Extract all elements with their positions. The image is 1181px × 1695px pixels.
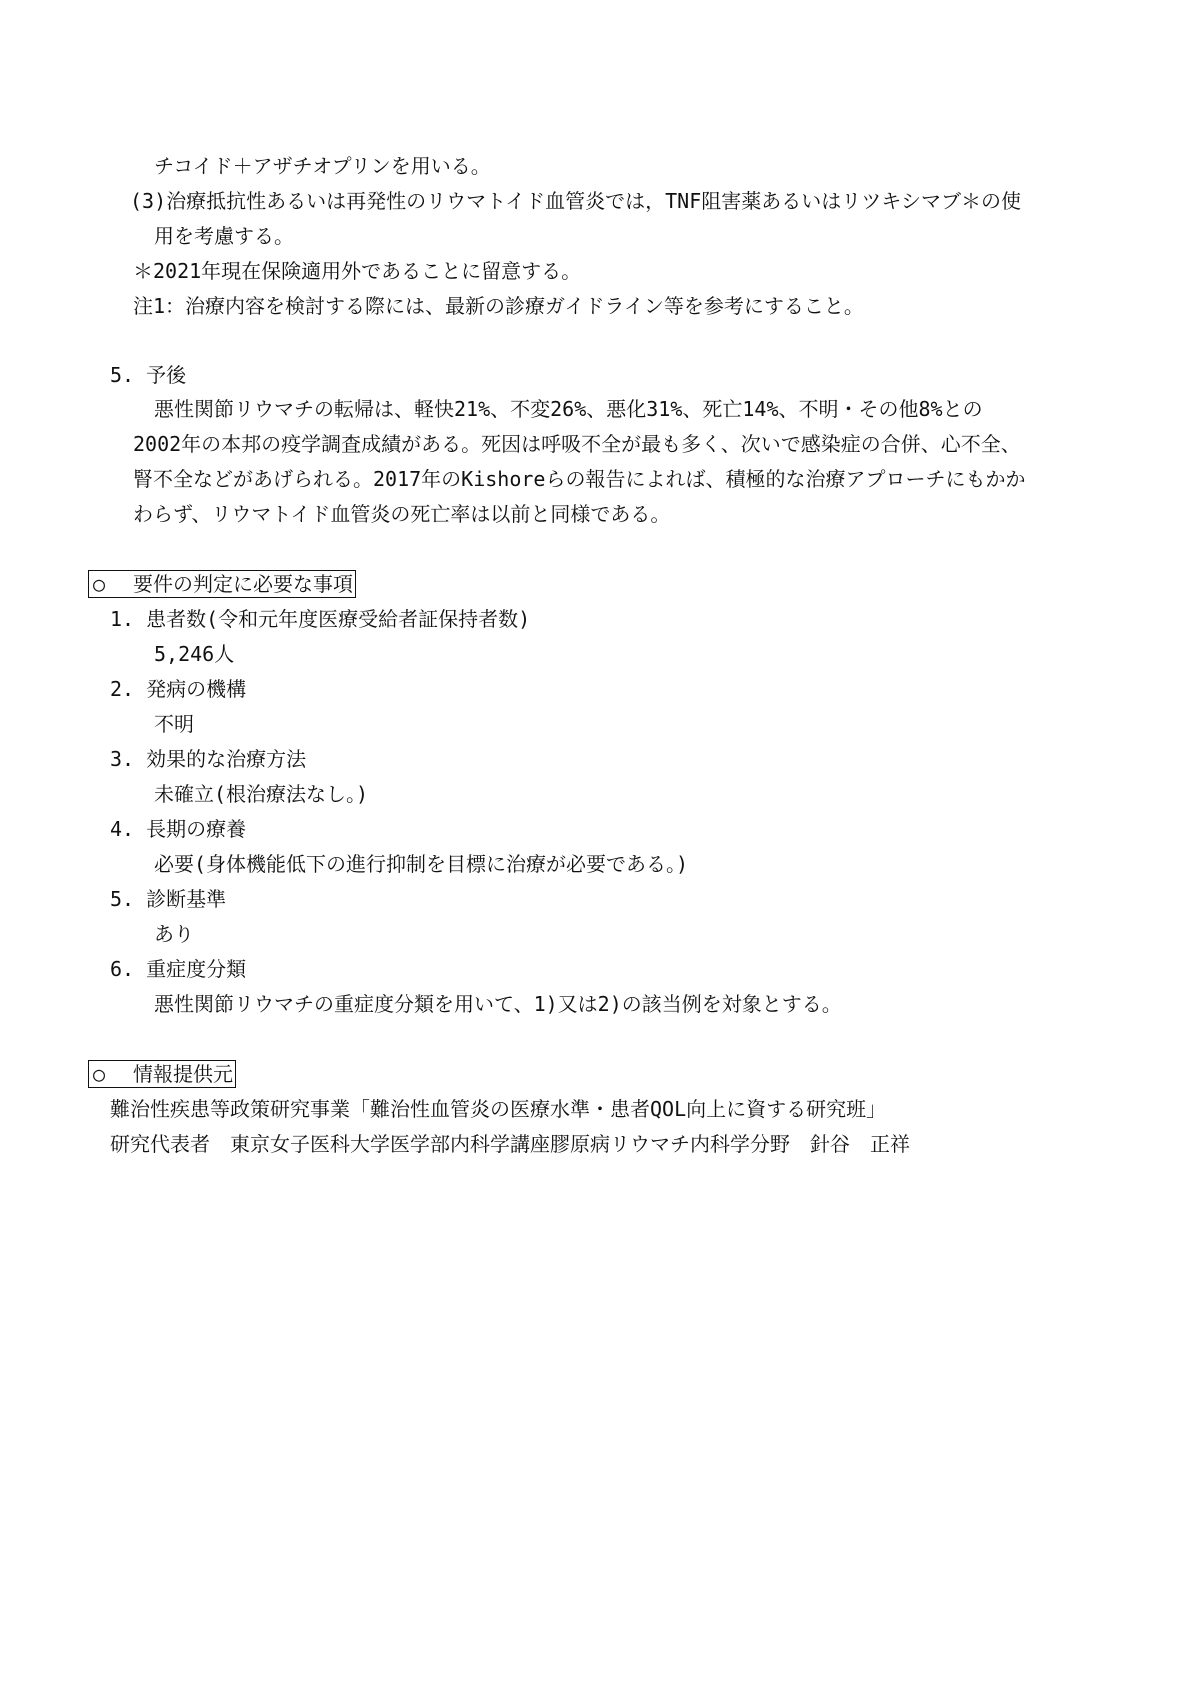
prognosis-paragraph-line: わらず、リウマトイド血管炎の死亡率は以前と同様である。 xyxy=(133,502,671,526)
source-heading: 情報提供元 xyxy=(133,1062,234,1086)
requirement-value: 悪性関節リウマチの重症度分類を用いて、1)又は2)の該当例を対象とする。 xyxy=(154,992,842,1016)
requirement-value: あり xyxy=(154,922,194,946)
treatment-continued-line: チコイド＋アザチオプリンを用いる。 xyxy=(154,154,491,178)
note-1: 注1：治療内容を検討する際には、最新の診療ガイドライン等を参考にすること。 xyxy=(133,294,864,318)
asterisk-note: ＊2021年現在保険適用外であることに留意する。 xyxy=(133,259,582,283)
prognosis-paragraph-line: 2002年の本邦の疫学調査成績がある。死因は呼吸不全が最も多く、次いで感染症の合併、心不全、 xyxy=(133,432,1021,456)
prognosis-heading: 5. 予後 xyxy=(110,363,187,387)
treatment-item-3-line1: (3)治療抵抗性あるいは再発性のリウマトイド血管炎では，TNF阻害薬あるいはリツキシマブ＊の使 xyxy=(130,189,1022,213)
requirement-label: 2. 発病の機構 xyxy=(110,677,247,701)
requirement-value: 必要(身体機能低下の進行抑制を目標に治療が必要である。) xyxy=(154,852,689,876)
requirement-label: 1. 患者数(令和元年度医療受給者証保持者数) xyxy=(110,607,531,631)
requirement-value: 不明 xyxy=(154,712,194,736)
requirement-value: 5,246人 xyxy=(154,642,235,666)
requirement-label: 6. 重症度分類 xyxy=(110,957,247,981)
requirements-heading: 要件の判定に必要な事項 xyxy=(133,572,354,596)
requirement-label: 5. 診断基準 xyxy=(110,887,227,911)
requirement-label: 4. 長期の療養 xyxy=(110,817,247,841)
circle-mark-icon: ○ xyxy=(93,572,106,596)
requirement-value: 未確立(根治療法なし。) xyxy=(154,782,369,806)
prognosis-paragraph-line: 腎不全などがあげられる。2017年のKishoreらの報告によれば、積極的な治療アプローチにもかか xyxy=(133,467,1026,491)
requirement-label: 3. 効果的な治療方法 xyxy=(110,747,307,771)
source-line-representative: 研究代表者 東京女子医科大学医学部内科学講座膠原病リウマチ内科学分野 針谷 正祥 xyxy=(110,1132,910,1156)
source-line-research-project: 難治性疾患等政策研究事業「難治性血管炎の医療水準・患者QOL向上に資する研究班」 xyxy=(110,1097,887,1121)
prognosis-paragraph-line: 悪性関節リウマチの転帰は、軽快21%、不変26%、悪化31%、死亡14%、不明・その他8%との xyxy=(154,397,983,421)
circle-mark-icon: ○ xyxy=(93,1062,106,1086)
source-heading-box xyxy=(88,1060,236,1088)
requirements-heading-box xyxy=(88,570,356,598)
treatment-item-3-line2: 用を考慮する。 xyxy=(154,224,294,248)
